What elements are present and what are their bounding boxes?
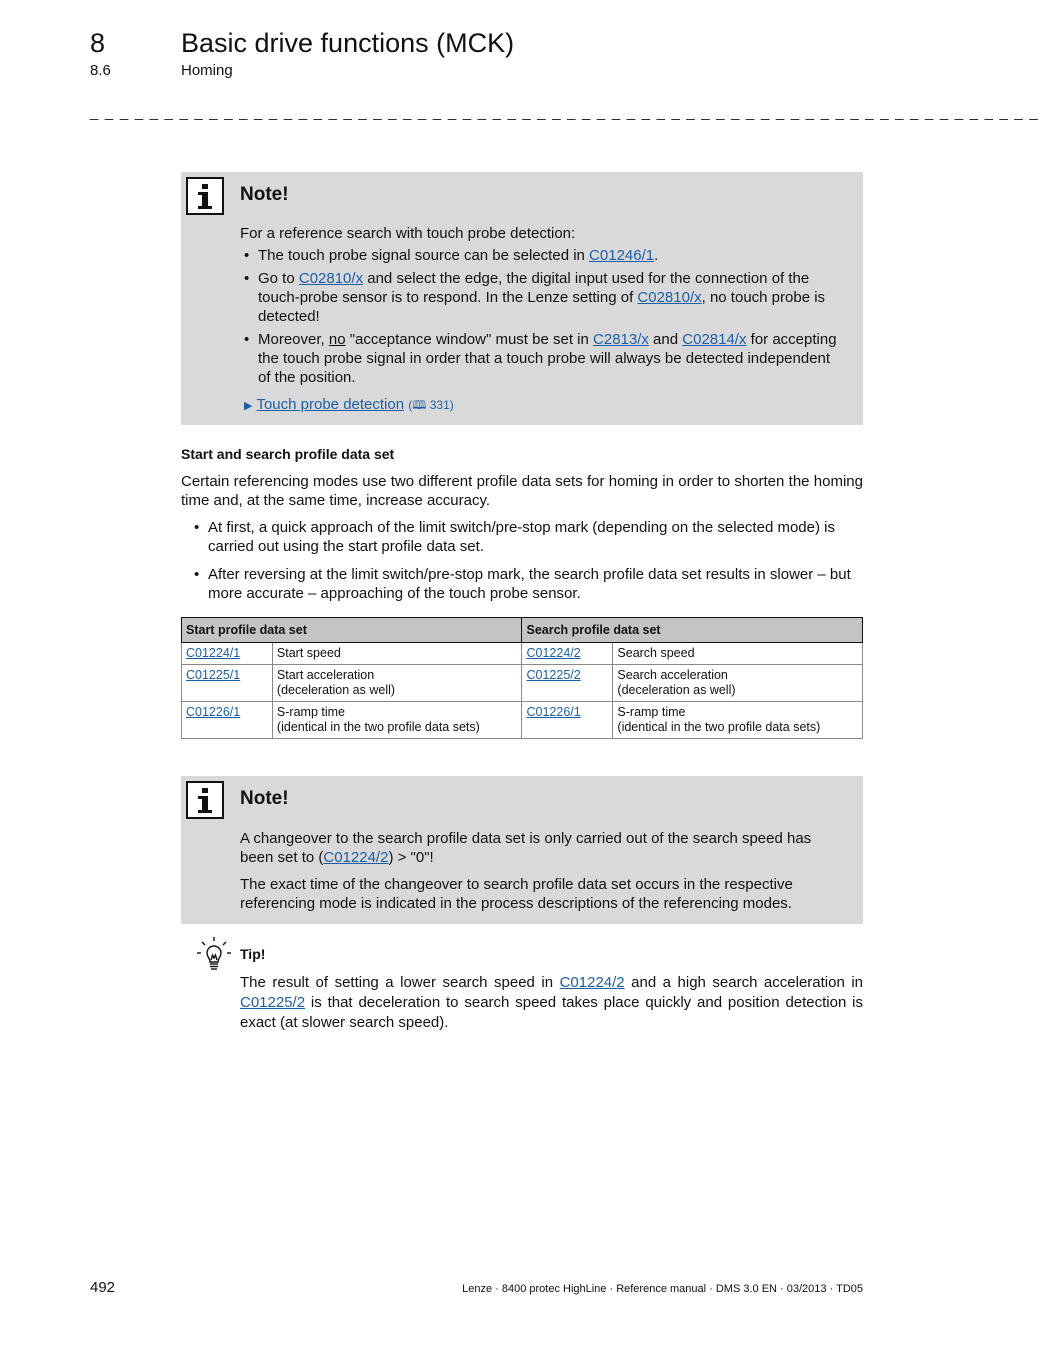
bullet-text: The touch probe signal source can be selected in (258, 247, 590, 264)
description-search: S-ramp time (617, 705, 686, 719)
note-intro: For a reference search with touch probe detection: (240, 225, 576, 242)
page-number: 492 (90, 1279, 116, 1296)
paragraph-text: A changeover to the search profile data set is only carried out of the search speed has been set to ( (240, 830, 812, 866)
section-paragraph: Certain referencing modes use two different profile data sets for homing in order to shorten the homing time and, at the same time, increase accuracy. (181, 473, 863, 509)
link-c01224-2[interactable]: C01224/2 (559, 974, 625, 991)
page-reference[interactable]: (🕮 331) (408, 398, 454, 412)
code-link-start[interactable]: C01224/1 (186, 646, 241, 660)
code-link-start[interactable]: C01226/1 (186, 705, 241, 719)
description-start: S-ramp time (276, 705, 345, 719)
bullet-text: Moreover, (258, 331, 329, 348)
table-row (182, 665, 863, 702)
lightbulb-icon (196, 936, 232, 972)
document-info: Lenze · 8400 protec HighLine · Reference manual · DMS 3.0 EN · 03/2013 · TD05 (462, 1283, 863, 1295)
note-body (240, 829, 843, 913)
table-cell (272, 643, 522, 665)
link-touch-probe-detection[interactable]: Touch probe detection (256, 396, 405, 413)
table-cell (522, 665, 613, 702)
table-cell (613, 702, 863, 739)
chapter-title: Basic drive functions (MCK) (181, 28, 515, 58)
tip-text-part: and a high search acceleration in (624, 974, 864, 991)
table-cell (613, 665, 863, 702)
bullet-text: . (654, 247, 659, 264)
chapter-number: 8 (90, 28, 106, 58)
note-paragraph (240, 829, 843, 867)
bullet-text: for accepting the touch probe signal in order that a touch probe will always be detected independent of the position. (258, 331, 837, 386)
description-start: Start speed (276, 646, 341, 660)
link-c02810-x-2[interactable]: C02810/x (637, 289, 702, 306)
tip-text-part: is that deceleration to search speed takes place quickly and position detection is exact (at slower search speed). (240, 994, 863, 1031)
column-header-start: Start profile data set (182, 618, 522, 643)
table-row (182, 702, 863, 739)
table-cell (272, 665, 522, 702)
paragraph-text: ) > "0"! (388, 849, 434, 866)
note-box-changeover (181, 776, 863, 924)
link-c2813-x[interactable]: C2813/x (593, 331, 649, 348)
description-start-detail: (identical in the two profile data sets) (276, 720, 480, 734)
list-item (240, 269, 843, 326)
table-cell (182, 643, 273, 665)
note-heading: Note! (240, 788, 289, 809)
code-link-search[interactable]: C01224/2 (526, 646, 581, 660)
tip-heading: Tip! (240, 946, 266, 962)
link-c01246-1[interactable]: C01246/1 (589, 247, 655, 264)
list-item (240, 246, 843, 265)
description-search: Search speed (617, 646, 695, 660)
section-number: 8.6 (90, 62, 111, 79)
column-header-search: Search profile data set (522, 618, 863, 643)
info-icon (186, 781, 224, 819)
profile-data-table (181, 617, 863, 739)
bullet-text: and (648, 331, 683, 348)
note-paragraph: The exact time of the changeover to search profile data set occurs in the respective referencing mode is indicated in the process descriptions of the referencing modes. (240, 876, 793, 912)
description-start-detail: (deceleration as well) (276, 683, 396, 697)
note-box-touch-probe (181, 172, 863, 425)
code-link-search[interactable]: C01225/2 (526, 668, 581, 682)
note-body (240, 224, 843, 416)
table-header-row (182, 618, 863, 643)
link-c02814-x[interactable]: C02814/x (682, 331, 747, 348)
tip-text (240, 973, 863, 1033)
section-bullet-list (190, 518, 863, 607)
note-bullet-list (240, 246, 843, 387)
table-cell (613, 643, 863, 665)
code-link-start[interactable]: C01225/1 (186, 668, 241, 682)
bullet-text: , no touch probe is detected! (258, 289, 826, 325)
table-cell (522, 643, 613, 665)
code-link-search[interactable]: C01226/1 (526, 705, 581, 719)
bullet-text: Go to (258, 270, 299, 287)
cross-reference (244, 395, 843, 416)
header-separator: _ _ _ _ _ _ _ _ _ _ _ _ _ _ _ _ _ _ _ _ _ _ _ _ _ _ _ _ _ _ _ _ _ _ _ _ _ _ _ _ _ _ _ _ _ _ _ _ _ _ _ _ _ _ _ _ _ _ _ _ _ _ _ _ (90, 104, 1039, 121)
description-search-detail: (deceleration as well) (617, 683, 736, 697)
bullet-text: and select the edge, the digital input used for the connection of the touch-probe sensor is to respond. In the Lenze setting of (258, 270, 810, 306)
emphasis-no: no (328, 331, 346, 348)
description-search-detail: (identical in the two profile data sets) (617, 720, 821, 734)
list-item (240, 330, 843, 387)
link-c01224-2[interactable]: C01224/2 (323, 849, 389, 866)
description-start: Start acceleration (276, 668, 375, 682)
table-cell (522, 702, 613, 739)
list-item: • At first, a quick approach of the limit switch/pre-stop mark (depending on the selected mode) is carried out using the start profile data set. (190, 518, 863, 556)
list-item: • After reversing at the limit switch/pre-stop mark, the search profile data set results in slower – but more accurate – approaching of the touch probe sensor. (190, 565, 863, 603)
subsection-heading: Start and search profile data set (181, 446, 395, 462)
description-search: Search acceleration (617, 668, 728, 682)
table-cell (272, 702, 522, 739)
table-row (182, 643, 863, 665)
section-title: Homing (181, 62, 233, 79)
link-c01225-2[interactable]: C01225/2 (240, 994, 306, 1011)
info-icon (186, 177, 224, 215)
link-c02810-x[interactable]: C02810/x (298, 270, 364, 287)
table-cell (182, 665, 273, 702)
bullet-text: "acceptance window" must be set in (345, 331, 594, 348)
triangle-right-icon: ▶ (244, 400, 253, 412)
table-cell (182, 702, 273, 739)
tip-text-part: The result of setting a lower search speed in (240, 974, 560, 991)
note-heading: Note! (240, 184, 289, 205)
